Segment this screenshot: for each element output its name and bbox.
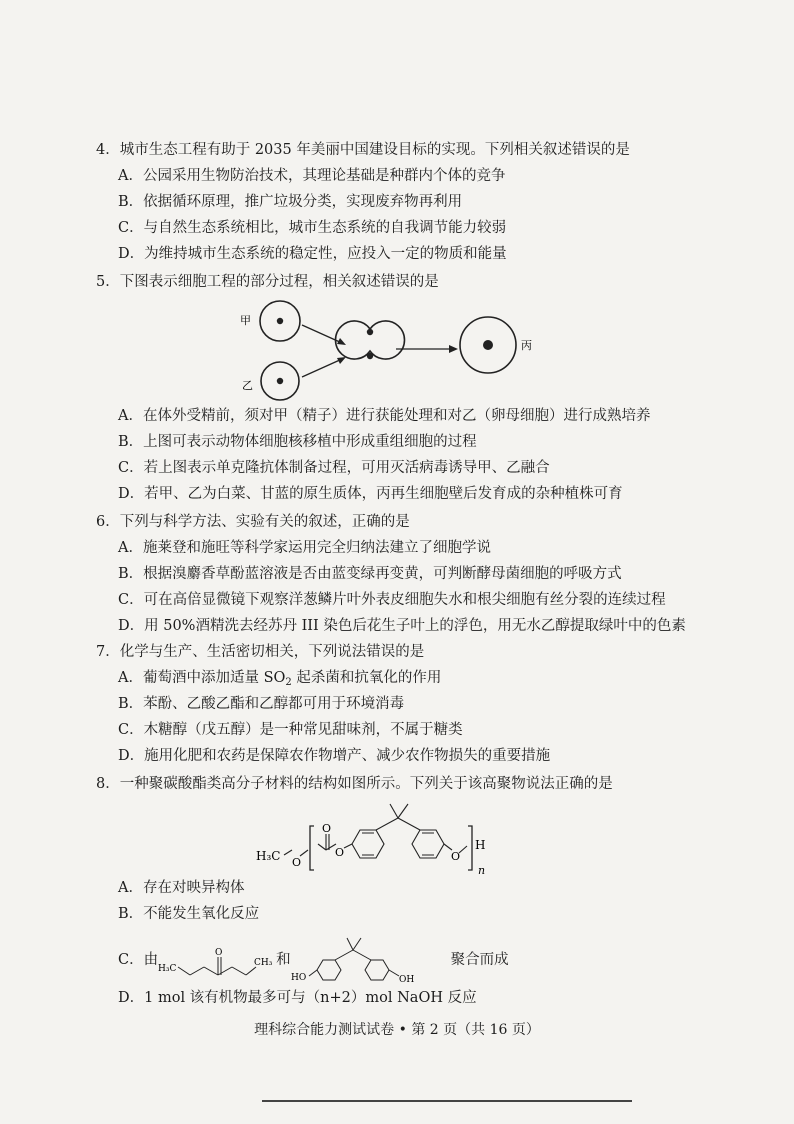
q5-option-b: B．上图可表示动物体细胞核移植中形成重组细胞的过程 xyxy=(118,434,477,450)
nucleus-yi xyxy=(277,378,283,384)
q6-stem: 6．下列与科学方法、实验有关的叙述，正确的是 xyxy=(96,514,410,530)
q5-option-c: C．若上图表示单克隆抗体制备过程，可用灭活病毒诱导甲、乙融合 xyxy=(118,460,550,476)
svg-text:HO: HO xyxy=(290,973,306,983)
label-yi: 乙 xyxy=(242,379,253,392)
q5-option-a: A．在体外受精前，须对甲（精子）进行获能处理和对乙（卵母细胞）进行成熟培养 xyxy=(118,408,651,424)
bracket-left xyxy=(310,826,314,870)
arrow-head xyxy=(337,338,346,345)
h3c-label: H₃C xyxy=(256,849,281,863)
page-footer: 理科综合能力测试试卷 • 第 2 页（共 16 页） xyxy=(254,1022,540,1038)
o-label: O xyxy=(292,856,302,869)
benzene-ring xyxy=(352,830,384,858)
q4-stem: 4．城市生态工程有助于 2035 年美丽中国建设目标的实现。下列相关叙述错误的是 xyxy=(96,142,630,158)
q8-option-d: D．1 mol 该有机物最多可与（n+2）mol NaOH 反应 xyxy=(118,990,477,1006)
bisphenol-a-structure xyxy=(291,934,451,986)
fused-nucleus-1 xyxy=(367,329,373,335)
q7-option-b: B．苯酚、乙酸乙酯和乙醇都可用于环境消毒 xyxy=(118,696,405,712)
q7-stem: 7．化学与生产、生活密切相关，下列说法错误的是 xyxy=(96,644,425,660)
bracket-right xyxy=(468,826,472,870)
q6-option-c: C．可在高倍显微镜下观察洋葱鳞片叶外表皮细胞失水和根尖细胞有丝分裂的连续过程 xyxy=(118,592,666,608)
q4-option-a: A．公园采用生物防治技术，其理论基础是种群内个体的竞争 xyxy=(118,168,506,184)
o-label: O xyxy=(335,846,345,859)
q6-option-d: D．用 50%酒精洗去经苏丹 III 染色后花生子叶上的浮色，用无水乙醇提取绿叶中的色素 xyxy=(118,618,686,634)
n-label: n xyxy=(478,864,486,877)
label-bing: 丙 xyxy=(521,339,532,352)
arrow-head xyxy=(337,357,346,364)
fused-nucleus-2 xyxy=(367,353,373,359)
q7-option-c: C．木糖醇（戊五醇）是一种常见甜味剂，不属于糖类 xyxy=(118,722,463,738)
q6-option-b: B．根据溴麝香草酚蓝溶液是否由蓝变绿再变黄，可判断酵母菌细胞的呼吸方式 xyxy=(118,566,622,582)
arrow-head xyxy=(449,345,458,353)
h-label: H xyxy=(475,838,486,852)
q4-option-d: D．为维持城市生态系统的稳定性，应投入一定的物质和能量 xyxy=(118,246,507,262)
q8-option-c: C．由 H₃C O CH₃ 和 HO OH 聚合而成 xyxy=(118,934,509,986)
arrow-yi xyxy=(302,359,342,377)
svg-text:H₃C: H₃C xyxy=(158,964,177,974)
o-label: O xyxy=(322,822,332,835)
dimethyl-carbonate-structure xyxy=(158,935,276,985)
q8-option-a: A．存在对映异构体 xyxy=(118,880,245,896)
q7-option-d: D．施用化肥和农药是保障农作物增产、减少农作物损失的重要措施 xyxy=(118,748,551,764)
q7-option-a: A．葡萄酒中添加适量 $SO_2$ 起杀菌和抗氧化的作用 xyxy=(118,670,442,688)
svg-text:OH: OH xyxy=(398,975,414,985)
q8-stem: 8．一种聚碳酸酯类高分子材料的结构如图所示。下列关于该高聚物说法正确的是 xyxy=(96,776,613,792)
q5-stem: 5．下图表示细胞工程的部分过程，相关叙述错误的是 xyxy=(96,274,439,290)
q5-option-d: D．若甲、乙为白菜、甘蓝的原生质体，丙再生细胞壁后发育成的杂种植株可育 xyxy=(118,486,623,502)
cell-fusion-diagram xyxy=(230,292,550,404)
svg-text:O: O xyxy=(215,948,223,958)
label-jia: 甲 xyxy=(240,314,251,327)
o-label: O xyxy=(451,850,461,863)
q4-option-b: B．依据循环原理，推广垃圾分类，实现废弃物再利用 xyxy=(118,194,463,210)
q8-option-b: B．不能发生氧化反应 xyxy=(118,906,260,922)
nucleus-jia xyxy=(277,318,283,324)
polycarbonate-structure xyxy=(252,798,522,878)
benzene-ring xyxy=(412,830,444,858)
bottom-rule xyxy=(262,1100,632,1102)
q6-option-a: A．施莱登和施旺等科学家运用完全归纳法建立了细胞学说 xyxy=(118,540,491,556)
svg-text:CH₃: CH₃ xyxy=(254,958,273,968)
q4-option-c: C．与自然生态系统相比，城市生态系统的自我调节能力较弱 xyxy=(118,220,507,236)
nucleus-bing xyxy=(483,340,493,350)
